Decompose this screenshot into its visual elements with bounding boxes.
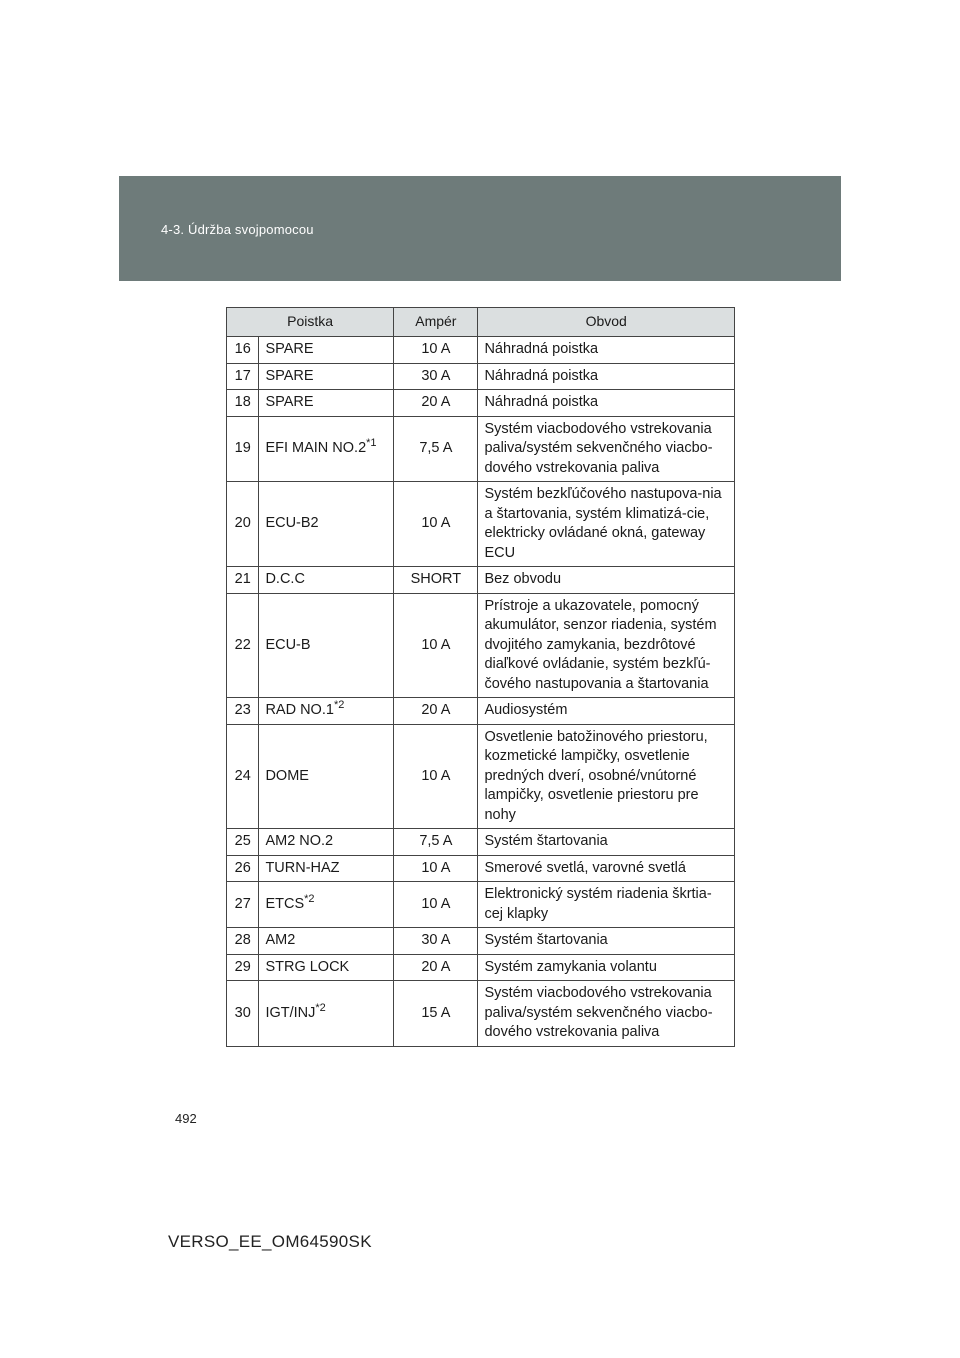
table-row — [227, 363, 735, 390]
ampere-cell — [394, 855, 478, 882]
fuse-number-text: 17 — [234, 367, 251, 384]
table-header-row — [227, 308, 735, 337]
circuit-cell — [478, 390, 735, 417]
table-row — [227, 567, 735, 594]
fuse-number-text: 29 — [234, 958, 251, 975]
circuit-cell — [478, 928, 735, 955]
circuit-text: Elektronický systém riadenia škrtia-cej klapky — [484, 886, 712, 922]
circuit-cell — [478, 882, 735, 928]
fuse-table — [226, 307, 735, 1047]
table-row — [227, 829, 735, 856]
fuse-name-text: D.C.C — [265, 571, 305, 587]
fuse-name-text: RAD NO.1 — [265, 702, 334, 718]
circuit-text: Náhradná poistka — [484, 394, 599, 410]
circuit-text: Bez obvodu — [484, 571, 562, 587]
table-row — [227, 337, 735, 364]
fuse-name-cell — [259, 928, 394, 955]
fuse-number-cell — [227, 416, 259, 482]
ampere-text: 10 A — [421, 895, 451, 912]
section-title: 4-3. Údržba svojpomocou — [161, 222, 314, 237]
circuit-text: Systém štartovania — [484, 932, 608, 948]
fuse-number-cell — [227, 567, 259, 594]
fuse-number-cell — [227, 981, 259, 1047]
fuse-name-text: TURN-HAZ — [265, 859, 340, 876]
fuse-name-cell — [259, 416, 394, 482]
column-header-ampere: Ampér — [394, 308, 478, 337]
fuse-name-cell — [259, 855, 394, 882]
footnote-marker: *2 — [333, 699, 345, 711]
fuse-number-text: 23 — [234, 702, 251, 718]
fuse-number-cell — [227, 829, 259, 856]
fuse-name-text: SPARE — [265, 341, 314, 357]
table-row — [227, 855, 735, 882]
fuse-number-text: 22 — [234, 636, 251, 653]
table-row — [227, 954, 735, 981]
footnote-marker: *2 — [315, 1001, 326, 1014]
circuit-cell — [478, 567, 735, 594]
ampere-text: 20 A — [421, 394, 451, 410]
circuit-cell — [478, 337, 735, 364]
table-row — [227, 698, 735, 725]
table-row — [227, 593, 735, 698]
ampere-text: 30 A — [421, 932, 451, 948]
circuit-text: Systém bezkľúčového nastupova-nia a štartovania, systém klimatizá-cie, elektricky ovládané okná, gateway ECU — [484, 486, 722, 561]
fuse-number-cell — [227, 698, 259, 725]
fuse-name-text: ETCS — [265, 895, 305, 912]
fuse-number-text: 28 — [234, 932, 251, 948]
circuit-cell — [478, 698, 735, 725]
circuit-text: Náhradná poistka — [484, 367, 599, 384]
table-row — [227, 724, 735, 829]
circuit-cell — [478, 482, 735, 567]
circuit-cell — [478, 416, 735, 482]
ampere-cell — [394, 954, 478, 981]
circuit-text: Prístroje a ukazovatele, pomocný akumulátor, senzor riadenia, systém dvojitého zamykania, bezdrôtové diaľkové ovládanie, systém bezkľú-čového nastupovania a štartovania — [484, 597, 717, 692]
fuse-number-cell — [227, 390, 259, 417]
page-number: 492 — [175, 1111, 197, 1126]
fuse-number-text: 18 — [234, 394, 251, 410]
circuit-cell — [478, 593, 735, 698]
ampere-cell — [394, 482, 478, 567]
ampere-cell — [394, 882, 478, 928]
table-row — [227, 882, 735, 928]
fuse-number-text: 27 — [234, 895, 251, 912]
section-header-band — [119, 176, 841, 281]
fuse-number-cell — [227, 337, 259, 364]
fuse-number-text: 20 — [234, 515, 251, 532]
circuit-text: Náhradná poistka — [484, 341, 599, 357]
fuse-name-text: EFI MAIN NO.2 — [265, 440, 367, 456]
circuit-cell — [478, 829, 735, 856]
ampere-cell — [394, 724, 478, 829]
fuse-number-text: 26 — [234, 859, 251, 876]
ampere-cell — [394, 363, 478, 390]
circuit-cell — [478, 363, 735, 390]
table-row — [227, 928, 735, 955]
fuse-number-cell — [227, 855, 259, 882]
ampere-cell — [394, 416, 478, 482]
fuse-number-cell — [227, 954, 259, 981]
ampere-cell — [394, 567, 478, 594]
fuse-name-text: SPARE — [265, 367, 314, 384]
ampere-cell — [394, 928, 478, 955]
ampere-text: 15 A — [421, 1004, 451, 1021]
fuse-name-cell — [259, 981, 394, 1047]
footnote-marker: *2 — [304, 892, 315, 905]
fuse-name-cell — [259, 567, 394, 594]
circuit-text: Systém štartovania — [484, 833, 608, 849]
fuse-name-cell — [259, 882, 394, 928]
fuse-name-cell — [259, 698, 394, 725]
fuse-number-cell — [227, 724, 259, 829]
ampere-text: 10 A — [421, 515, 451, 532]
fuse-name-cell — [259, 363, 394, 390]
footnote-marker: *1 — [366, 437, 377, 449]
ampere-text: 10 A — [421, 636, 451, 653]
fuse-number-text: 21 — [234, 571, 251, 587]
ampere-text: 10 A — [421, 767, 451, 784]
fuse-number-cell — [227, 593, 259, 698]
ampere-cell — [394, 698, 478, 725]
ampere-cell — [394, 390, 478, 417]
circuit-text: Smerové svetlá, varovné svetlá — [484, 859, 686, 876]
circuit-text: Systém viacbodového vstrekovania paliva/systém sekvenčného viacbo-dového vstrekovania paliva — [484, 420, 713, 476]
fuse-number-cell — [227, 882, 259, 928]
circuit-cell — [478, 724, 735, 829]
ampere-cell — [394, 593, 478, 698]
document-code: VERSO_EE_OM64590SK — [168, 1232, 372, 1251]
fuse-name-text: AM2 NO.2 — [265, 833, 334, 849]
fuse-number-cell — [227, 363, 259, 390]
table-row — [227, 981, 735, 1047]
circuit-text: Audiosystém — [484, 702, 568, 718]
fuse-name-cell — [259, 724, 394, 829]
fuse-name-cell — [259, 954, 394, 981]
fuse-name-text: DOME — [265, 767, 309, 784]
circuit-cell — [478, 981, 735, 1047]
ampere-text: 20 A — [421, 702, 451, 718]
ampere-text: 10 A — [421, 341, 451, 357]
fuse-number-text: 16 — [234, 341, 251, 357]
fuse-name-text: ECU-B — [265, 636, 311, 653]
fuse-number-cell — [227, 928, 259, 955]
fuse-name-cell — [259, 390, 394, 417]
table-row — [227, 482, 735, 567]
fuse-number-text: 30 — [234, 1004, 251, 1021]
fuse-name-text: ECU-B2 — [265, 515, 319, 532]
fuse-name-text: SPARE — [265, 394, 314, 410]
column-header-circuit: Obvod — [478, 308, 735, 337]
ampere-text: 10 A — [421, 859, 451, 876]
fuse-name-text: IGT/INJ — [265, 1004, 316, 1021]
fuse-name-text: STRG LOCK — [265, 958, 350, 975]
fuse-number-text: 24 — [234, 767, 251, 784]
fuse-name-cell — [259, 482, 394, 567]
ampere-text: 7,5 A — [419, 833, 453, 849]
ampere-text: SHORT — [410, 571, 462, 587]
ampere-cell — [394, 981, 478, 1047]
fuse-name-text: AM2 — [265, 932, 296, 948]
circuit-cell — [478, 855, 735, 882]
circuit-text: Osvetlenie batožinového priestoru, kozmetické lampičky, osvetlenie predných dverí, osobné/vnútorné lampičky, osvetlenie priestoru pre nohy — [484, 728, 708, 823]
ampere-text: 7,5 A — [419, 440, 453, 456]
fuse-name-cell — [259, 337, 394, 364]
circuit-cell — [478, 954, 735, 981]
column-header-fuse: Poistka — [227, 308, 394, 337]
table-row — [227, 390, 735, 417]
circuit-text: Systém viacbodového vstrekovania paliva/systém sekvenčného viacbo-dového vstrekovania paliva — [484, 985, 713, 1040]
fuse-name-cell — [259, 829, 394, 856]
fuse-number-text: 25 — [234, 833, 251, 849]
ampere-text: 30 A — [421, 367, 451, 384]
fuse-name-cell — [259, 593, 394, 698]
ampere-cell — [394, 829, 478, 856]
fuse-number-cell — [227, 482, 259, 567]
ampere-cell — [394, 337, 478, 364]
table-row — [227, 416, 735, 482]
ampere-text: 20 A — [421, 958, 451, 975]
circuit-text: Systém zamykania volantu — [484, 958, 657, 975]
fuse-number-text: 19 — [234, 440, 251, 456]
